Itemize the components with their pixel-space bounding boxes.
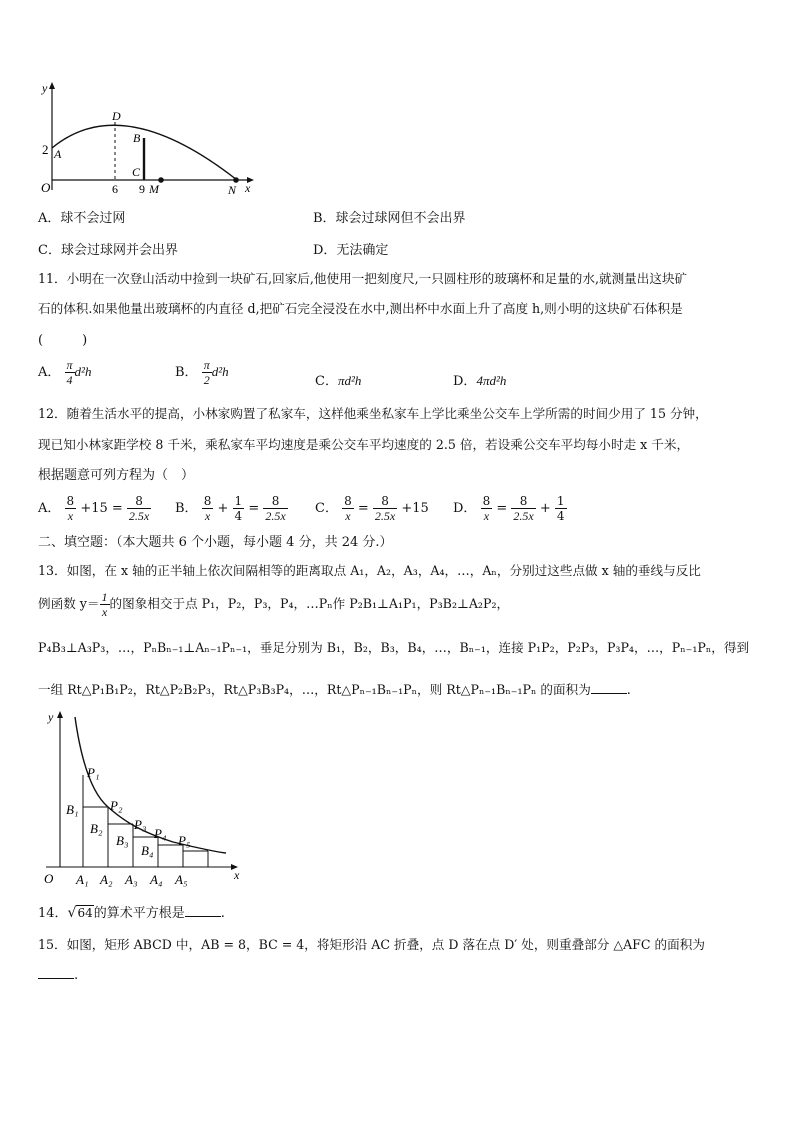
label-9: 9 [139,182,145,196]
q14-end: . [220,906,225,921]
q13-line2a: 例函数 y＝ [38,596,100,611]
q12-c-frac1 [342,494,354,523]
label-2: 2 [42,142,49,157]
q15-line2 [38,966,78,985]
q13-frac [100,590,110,619]
figure-reciprocal [38,707,248,893]
fig2-label-B3: B₃ [116,833,129,848]
q12-c-tail15: +15 [401,501,429,516]
q12-option-a [38,494,151,523]
q15-end: . [74,968,79,983]
label-D: D [112,109,121,123]
q11-b-label: B． [175,365,198,380]
q12-d-label: D． [453,501,477,516]
fig2-label-A5: A₅ [175,872,188,887]
q14-radicand: 64 [77,906,93,920]
fig2-label-B4: B₄ [141,843,154,858]
fig2-label-A4: A₄ [150,872,163,887]
fig2-label-A2: A₂ [100,872,113,887]
q12-c-f1-den: x [345,509,351,523]
q12-c-frac2 [373,494,397,523]
q11-c-label: C． [315,374,338,389]
q12-d-f3-num: 1 [556,494,565,508]
q12-b-f3-num: 8 [263,494,287,509]
q11-line1: 11．小明在一次登山活动中捡到一块矿石,回家后,他使用一把刻度尺,一只圆柱形的玻璃杯和足量的水,就测量出这块矿 [38,271,688,286]
q10-option-b: B．球会过球网但不会出界 [313,211,466,226]
q12-line2: 现已知小林家距学校 8 千米，乘私家车平均速度是乘公交车平均速度的 2.5 倍，若设乘公交车平均每小时走 x 千米， [38,437,690,452]
q12-d-frac1 [481,494,493,523]
q11-c-expr: πd²h [337,373,362,388]
q14-pre: 14． [38,906,68,921]
q12-b-frac3 [263,494,287,523]
q14-post: 的算术平方根是 [93,906,185,921]
q12-d-frac2 [511,494,535,523]
q11-paren: ( ) [38,333,88,348]
q12-c-f1-num: 8 [344,494,352,508]
q13-frac-den: x [101,605,108,619]
fig2-label-P2: P₂ [110,798,123,813]
q12-option-b [175,494,288,523]
q12-b-f1-num: 8 [203,494,212,508]
q12-line3: 根据题意可列方程为（ ） [38,468,195,483]
q12-b-label: B． [175,501,198,516]
q11-a-label: A． [38,365,61,380]
q11-a-frac [65,358,75,387]
fig2-label-y: y [48,710,54,724]
q12-a-f2-num: 8 [127,494,151,509]
q11-option-d [453,370,506,389]
label-N: N [228,183,237,197]
q13-line2b: 的图象相交于点 P₁，P₂，P₃，P₄，…Pₙ作 P₂B₁⊥A₁P₁，P₃B₂⊥A₂P₂， [109,596,510,611]
q12-b-f3-den: 2.5x [265,509,286,523]
q11-a-den: 4 [66,373,73,387]
q13-line1: 13．如图，在 x 轴的正半轴上依次间隔相等的距离取点 A₁，A₂，A₃，A₄，…，Aₙ，分别过这些点做 x 轴的垂线与反比 [38,563,701,578]
q12-b-f1-den: x [204,509,211,523]
q12-d-f1-den: x [483,509,490,523]
fig2-label-O: O [44,871,54,886]
q11-b-den: 2 [203,373,210,387]
q12-b-frac1 [202,494,214,523]
q10-option-d: D．无法确定 [313,243,389,258]
fig2-label-x: x [234,868,240,882]
q11-b-tail: d²h [211,364,229,379]
label-A: A [54,147,62,161]
section2-heading: 二、填空题：（本大题共 6 个小题，每小题 4 分，共 24 分.） [38,535,393,550]
label-y: y [42,81,48,95]
q11-line2: 石的体积.如果他量出玻璃杯的内直径 d,把矿石完全浸没在水中,测出杯中水面上升了高度 h,则小明的这块矿石体积是 [38,301,683,316]
q12-c-f2-den: 2.5x [374,509,396,523]
q14-answer-blank[interactable] [185,904,221,917]
q11-option-c [315,370,361,389]
label-B: B [133,131,141,145]
label-x: x [245,181,251,195]
q13-line2 [38,590,509,619]
q12-d-plus: + [539,501,551,516]
label-O: O [41,180,51,195]
fig2-label-A3: A₃ [125,872,138,887]
label-C: C [132,165,141,179]
q12-a-frac1 [65,494,77,523]
q13-line4 [38,681,631,699]
q12-a-f1-num: 8 [66,494,75,508]
q12-b-eq: = [248,501,260,516]
label-6: 6 [112,182,118,196]
q12-d-f3-den: 4 [556,509,565,523]
y-axis-arrow [49,82,55,89]
q12-a-plus15: +15 = [80,501,123,516]
q10-option-a: A．球不会过网 [38,211,126,226]
q15-answer-blank[interactable] [38,966,74,979]
q12-c-f2-num: 8 [373,494,397,509]
q12-a-frac2 [127,494,151,523]
q12-d-f2-den: 2.5x [513,509,534,523]
q11-option-b [175,358,229,387]
q14-line [38,904,225,923]
q12-d-eq: = [496,501,508,516]
fig2-label-P5: P₅ [178,833,191,848]
fig2-label-P4: P₄ [154,826,167,841]
q12-b-frac2 [233,494,245,523]
q11-d-expr: 4πd²h [476,373,507,388]
q11-b-frac [202,358,212,387]
q12-b-f2-num: 1 [234,494,243,508]
fig2-label-A1: A₁ [76,872,89,887]
point-M [158,177,164,183]
q10-option-c: C．球会过球网并会出界 [38,243,178,258]
q13-line4-text: 一组 Rt△P₁B₁P₂，Rt△P₂B₂P₃，Rt△P₃B₃P₄，…，Rt△Pₙ₋₁Bₙ₋₁Pₙ，则 Rt△Pₙ₋₁Bₙ₋₁Pₙ 的面积为 [38,682,591,697]
q11-a-num: π [66,358,73,372]
q12-b-plus: + [217,501,229,516]
sqrt-symbol-icon: √ [67,905,77,921]
fig2-label-B1: B₁ [66,802,79,817]
label-M: M [149,182,159,196]
q12-c-eq: = [357,501,369,516]
fig2-label-P3: P₃ [134,817,147,832]
fig2-label-P1: P₁ [87,765,100,780]
q12-line1: 12．随着生活水平的提高，小林家购置了私家车，这样他乘坐私家车上学比乘坐公交车上学所需的时间少用了 15 分钟， [38,406,708,421]
q11-b-num: π [203,358,210,372]
q13-end: . [626,682,631,697]
figure-trajectory [32,80,262,198]
q11-a-tail: d²h [74,364,92,379]
q11-d-label: D． [453,374,477,389]
q12-option-d [453,494,567,523]
q12-option-c [315,494,429,523]
q13-line3: P₄B₃⊥A₃P₃，…，PₙBₙ₋₁⊥Aₙ₋₁Pₙ₋₁，垂足分别为 B₁，B₂，B₃，B₄，…，Bₙ₋₁，连接 P₁P₂，P₂P₃，P₃P₄，…，Pₙ₋₁Pₙ，得到 [38,640,750,655]
q13-answer-blank[interactable] [591,681,627,694]
q13-frac-num: 1 [101,590,108,604]
q15-line1: 15．如图，矩形 ABCD 中，AB = 8，BC = 4，将矩形沿 AC 折叠，点 D 落在点 D′ 处，则重叠部分 △AFC 的面积为 [38,937,705,952]
q12-d-f1-num: 8 [482,494,491,508]
q12-a-f1-den: x [67,509,74,523]
q12-a-label: A． [38,501,61,516]
q11-option-a [38,358,91,387]
fig2-label-B2: B₂ [90,821,103,836]
q12-d-f2-num: 8 [511,494,535,509]
q12-a-f2-den: 2.5x [128,509,150,523]
point-N [233,177,239,183]
q12-b-f2-den: 4 [234,509,243,523]
q12-c-label: C． [315,501,338,516]
y-axis-2-arrow [57,711,63,718]
q12-d-frac3 [555,494,567,523]
